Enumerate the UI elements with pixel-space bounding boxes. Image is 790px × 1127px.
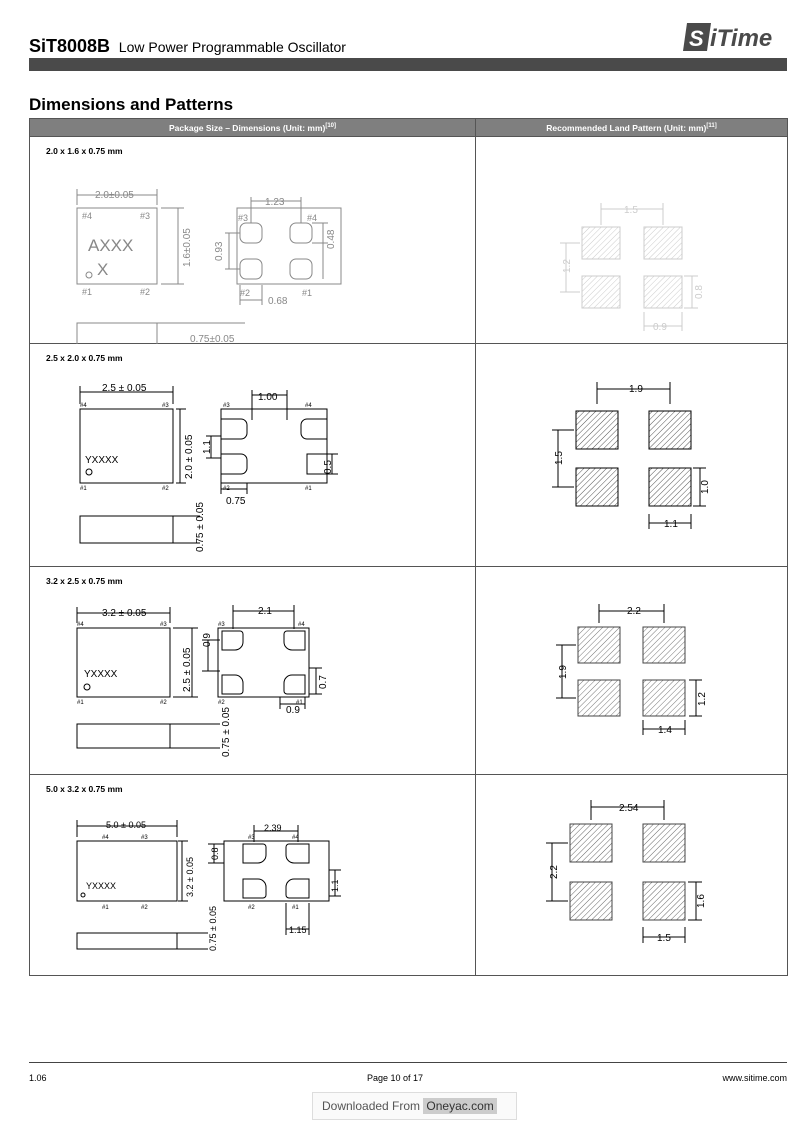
top-height-dim: 2.5 ± 0.05	[182, 647, 193, 692]
land-pitch-x-dim: 1.9	[629, 384, 643, 395]
pad-width-dim: 0.9	[286, 705, 300, 716]
land-pattern-drawing	[476, 137, 787, 344]
pad-pitch-y-dim: 0.9	[202, 633, 213, 647]
pad-pitch-y-dim: 1.1	[202, 440, 213, 454]
footer-revision: 1.06	[29, 1073, 47, 1083]
top-width-dim: 2.0±0.05	[95, 190, 134, 201]
package-drawing-cell	[30, 344, 476, 567]
package-drawing	[30, 775, 475, 976]
pin-label: #1	[292, 905, 299, 911]
pad-width-dim: 1.15	[289, 925, 307, 935]
pin-label: #1	[80, 486, 87, 492]
section-title: Dimensions and Patterns	[29, 95, 234, 114]
footer-website[interactable]: www.sitime.com	[722, 1073, 787, 1083]
pad-pitch-x-dim: 1.23	[265, 197, 285, 208]
pin-label: #3	[162, 403, 169, 409]
top-height-dim: 1.6±0.05	[182, 228, 193, 267]
svg-text:S: S	[689, 26, 704, 51]
pin-label: #2	[223, 486, 230, 492]
land-width-dim: 1.5	[657, 933, 671, 944]
thickness-dim: 0.75 ± 0.05	[195, 502, 206, 552]
top-width-dim: 5.0 ± 0.05	[106, 820, 146, 830]
pin-label: #3	[140, 211, 151, 221]
land-pattern-cell	[476, 775, 788, 976]
pin-label: #2	[240, 288, 251, 298]
pad-pitch-y-dim: 0.93	[214, 241, 225, 261]
top-height-dim: 3.2 ± 0.05	[185, 857, 195, 897]
pin-label: #1	[302, 288, 313, 298]
pin-label: #3	[238, 213, 249, 223]
pad-width-dim: 0.75	[226, 496, 246, 507]
pin-label: #4	[77, 622, 84, 628]
part-number: SiT8008B	[29, 36, 111, 56]
thickness-dim: 0.75±0.05	[190, 334, 235, 344]
package-size-label: 2.5 x 2.0 x 0.75 mm	[46, 353, 123, 363]
pin-label: #1	[305, 486, 312, 492]
package-drawing	[30, 344, 475, 567]
pin-label: #2	[140, 287, 151, 297]
pin-label: #1	[102, 905, 109, 911]
top-height-dim: 2.0 ± 0.05	[184, 434, 195, 479]
pad-height-dim: 0.48	[326, 229, 337, 249]
pin-label: #2	[218, 700, 225, 706]
package-drawing-cell	[30, 567, 476, 775]
marking-line-1: YXXXX	[86, 881, 117, 891]
top-width-dim: 2.5 ± 0.05	[102, 383, 147, 394]
logo-text: iTime	[710, 25, 773, 52]
pin-label: #4	[307, 213, 318, 223]
package-size-label: 2.0 x 1.6 x 0.75 mm	[46, 146, 123, 156]
land-height-dim: 1.2	[697, 692, 708, 706]
pin-label: #3	[223, 403, 230, 409]
pin-label: #4	[82, 211, 93, 221]
land-pattern-cell	[476, 137, 788, 344]
pin-label: #1	[77, 700, 84, 706]
pad-pitch-y-dim: 0.8	[210, 847, 220, 860]
thickness-dim: 0.75 ± 0.05	[221, 707, 232, 757]
pin-label: #3	[160, 622, 167, 628]
land-pattern-cell	[476, 567, 788, 775]
land-height-dim: 0.8	[694, 285, 705, 299]
package-drawing-cell	[30, 137, 476, 344]
pad-pitch-x-dim: 1.00	[258, 392, 278, 403]
land-height-dim: 1.0	[700, 480, 711, 494]
pin-label: #4	[305, 403, 312, 409]
pin-label: #4	[298, 622, 305, 628]
pad-pitch-x-dim: 2.1	[258, 606, 272, 617]
land-pitch-y-dim: 1.2	[562, 259, 573, 273]
document-header-title	[29, 36, 346, 57]
land-pattern-cell	[476, 344, 788, 567]
package-drawing	[30, 137, 475, 344]
pad-pitch-x-dim: 2.39	[264, 823, 282, 833]
land-width-dim: 1.1	[664, 519, 678, 530]
header-bar	[29, 58, 787, 71]
pad-height-dim: 1.1	[330, 879, 340, 892]
footer-page-number: Page 10 of 17	[366, 1073, 424, 1083]
document-subtitle: Low Power Programmable Oscillator	[118, 39, 346, 55]
marking-line-1: YXXXX	[84, 669, 118, 680]
land-pitch-x-dim: 2.2	[627, 606, 641, 617]
pin-label: #2	[141, 905, 148, 911]
marking-line-1: YXXXX	[85, 455, 119, 466]
land-pitch-y-dim: 1.9	[558, 665, 569, 679]
table-row	[30, 344, 788, 567]
dimensions-table	[29, 118, 788, 976]
land-pitch-x-dim: 1.5	[624, 205, 638, 216]
package-drawing	[30, 567, 475, 775]
land-pitch-y-dim: 2.2	[549, 865, 560, 879]
pad-height-dim: 0.7	[318, 675, 329, 689]
land-width-dim: 0.9	[653, 322, 667, 333]
table-row	[30, 567, 788, 775]
column-header-package: Package Size – Dimensions (Unit: mm)[10]	[30, 119, 476, 137]
pin-label: #4	[102, 835, 109, 841]
table-row	[30, 775, 788, 976]
land-width-dim: 1.4	[658, 725, 672, 736]
package-drawing-cell	[30, 775, 476, 976]
sitime-logo	[683, 18, 789, 54]
pin-label: #3	[248, 835, 255, 841]
pin-label: #2	[248, 905, 255, 911]
package-size-label: 5.0 x 3.2 x 0.75 mm	[46, 784, 123, 794]
download-site[interactable]: Oneyac.com	[423, 1098, 496, 1114]
land-height-dim: 1.6	[696, 894, 707, 908]
pin-label: #1	[296, 700, 303, 706]
land-pattern-drawing	[476, 567, 787, 775]
thickness-dim: 0.75 ± 0.05	[208, 906, 218, 951]
land-pattern-drawing	[476, 344, 787, 567]
pin-label: #3	[218, 622, 225, 628]
pad-width-dim: 0.68	[268, 296, 288, 307]
marking-line-2: X	[97, 260, 109, 279]
pin-label: #4	[80, 403, 87, 409]
table-row	[30, 137, 788, 344]
pin-label: #2	[160, 700, 167, 706]
pin-label: #2	[162, 486, 169, 492]
footer-rule	[29, 1062, 787, 1063]
pin-label: #1	[82, 287, 93, 297]
land-pitch-x-dim: 2.54	[619, 803, 639, 814]
download-text: Downloaded From	[322, 1099, 421, 1113]
column-header-land-pattern: Recommended Land Pattern (Unit: mm)[11]	[476, 119, 788, 137]
pin-label: #4	[292, 835, 299, 841]
land-pitch-y-dim: 1.5	[554, 451, 565, 465]
pin-label: #3	[141, 835, 148, 841]
marking-line-1: AXXX	[88, 236, 134, 255]
land-pattern-drawing	[476, 775, 787, 976]
package-size-label: 3.2 x 2.5 x 0.75 mm	[46, 576, 123, 586]
top-width-dim: 3.2 ± 0.05	[102, 608, 147, 619]
pad-height-dim: 0.5	[323, 460, 334, 474]
download-watermark	[312, 1092, 517, 1120]
